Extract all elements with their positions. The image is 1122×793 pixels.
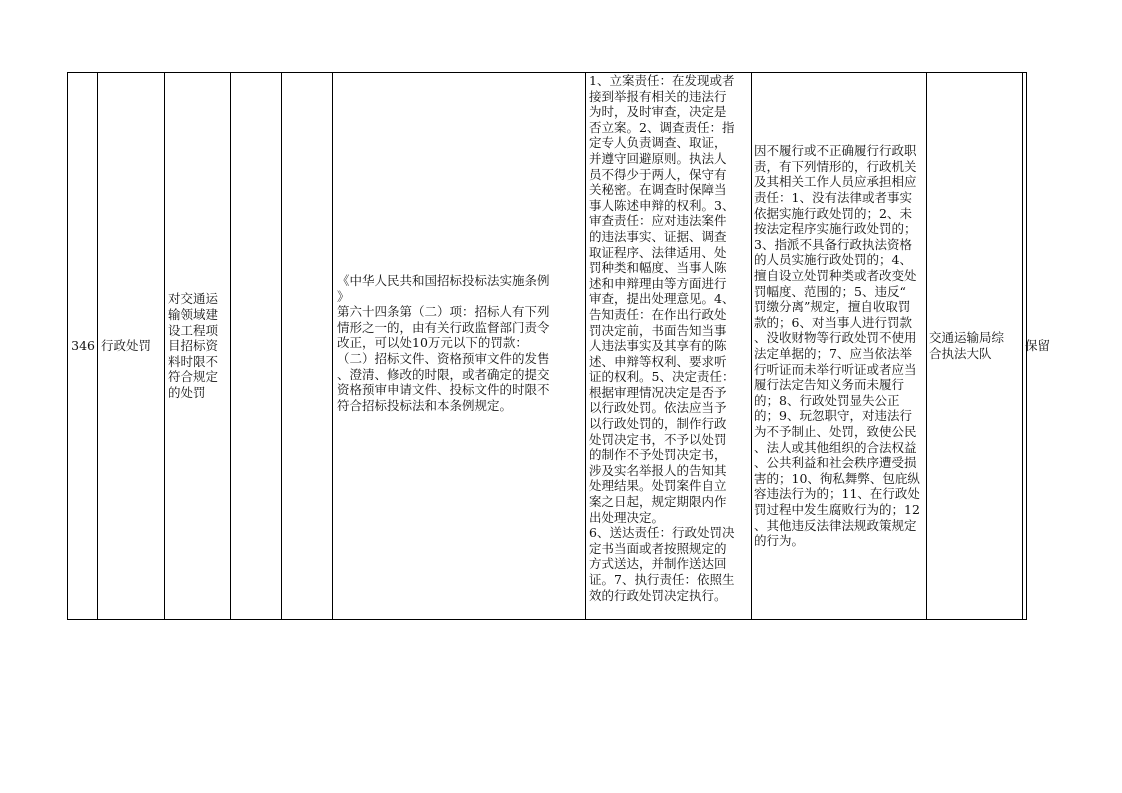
seq-cell: [68, 73, 98, 619]
basis-cell: [333, 73, 586, 619]
accountability-text: 因不履行或不正确履行行政职 责，有下列情形的，行政机关 及其相关工作人员应承担相应 责任：1、没有法律或者事实 依据实施行政处罚的；2、未 按法定程序实施行政处罚的； 3、指派不具备行政执法资格 的人员实施行政处罚的；4、 擅自设立处罚种类或者改变处 罚幅度、范围的；5、违反“ 罚缴分离”规定，擅自收取罚 款的；6、对当事人进行罚款 、没收财物等行政处罚不使用 法定单据的；7、应当依法举 行听证而未举行听证或者应当 履行法定告知义务而未履行 的；8、行政处罚显失公正 的；9、玩忽职守，对违法行 为不予制止、处罚，致使公民 、法人或其他组织的合法权益 、公共利益和社会秩序遭受损 害的；10、徇私舞弊、包庇纵 容违法行为的；11、在行政处 罚过程中发生腐败行为的；12 、其他违反法律法规政策规定 的行为。: [754, 143, 920, 549]
other-cell: [282, 73, 333, 619]
status-cell: [1023, 73, 1093, 619]
agency-cell: [927, 73, 1023, 619]
power-list-table: [67, 72, 1051, 620]
item-name-cell: [165, 73, 231, 619]
power-item-name: 对交通运 输领域建 设工程项 目招标资 料时限不 符合规定 的处罚: [168, 291, 219, 400]
category-cell: [98, 73, 165, 619]
responsibility-text: 1、立案责任：在发现或者 接到举报有相关的违法行 为时，及时审查，决定是 否立案。2、调查责任：指 定专人负责调查、取证， 并遵守回避原则。执法人 员不得少于两人，保守有 关秘密。在调查时保障当 事人陈述申辩的权利。3、 审查责任：应对违法案件 的违法事实、证据、调查 取证程序、法律适用、处 罚种类和幅度、当事人陈 述和申辩理由等方面进行 审查，提出处理意见。4、 告知责任：在作出行政处 罚决定前，书面告知当事 人违法事实及其享有的陈 述、申辩等权利、要求听 证的权利。5、决定责任： 根据审理情况决定是否予 以行政处罚。依法应当予 以行政处罚的，制作行政 处罚决定书，不予以处罚 的制作不予处罚决定书， 涉及实名举报人的告知其 处理结果。处罚案件自立 案之日起，规定期限内作 出处理决定。 6、送达责任：行政处罚决 定书当面或者按照规定的 方式送达，并制作送达回 证。7、执行责任：依照生 效的行政处罚决定执行。: [589, 73, 735, 603]
seq-number: 346: [71, 338, 95, 354]
sub-item-cell: [231, 73, 282, 619]
power-category: 行政处罚: [101, 338, 152, 354]
accountability-cell: [752, 73, 927, 619]
responsibility-cell: [586, 73, 752, 619]
item-status: 保留: [1025, 338, 1051, 354]
legal-basis-text: 《中华人民共和国招标投标法实施条例 》 第六十四条第（二）项：招标人有下列 情形之一的，由有关行政监督部门责令 改正，可以处10万元以下的罚款： （二）招标文件、资格预审文件的发售 、澄清、修改的时限，或者确定的提交 资格预审申请文件、投标文件的时限不 符合招标投标法和本条例规定。: [337, 273, 550, 413]
enforcement-agency: 交通运输局综 合执法大队: [929, 330, 1005, 361]
